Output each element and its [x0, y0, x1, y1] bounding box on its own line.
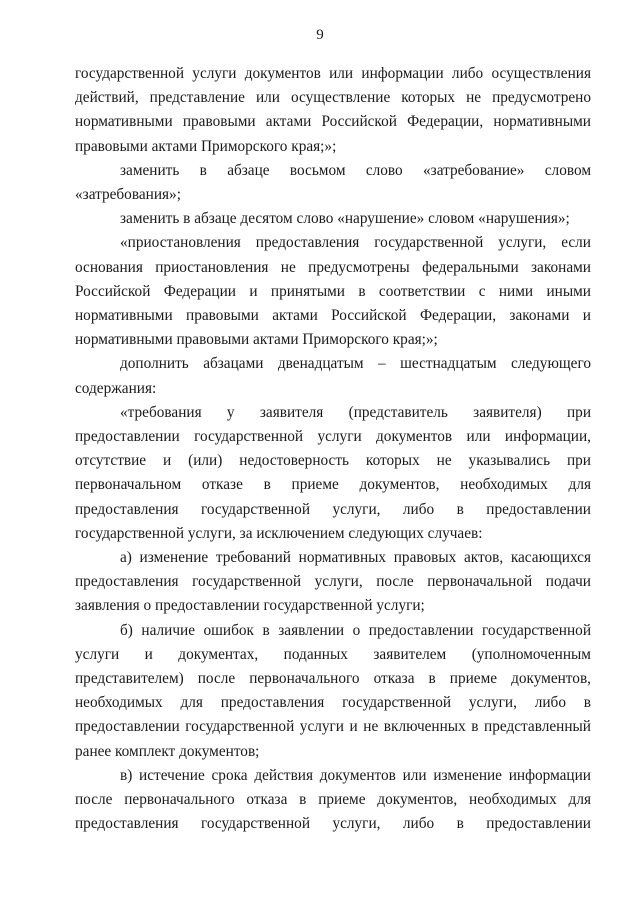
paragraph-supplement: дополнить абзацами двенадцатым – шестнадцатым следующего содержания: — [75, 355, 591, 397]
document-body — [75, 62, 591, 837]
page-number: 9 — [316, 27, 324, 43]
paragraph-case-b: б) наличие ошибок в заявлении о предоставлении государственной услуги и документах, поданных заявителем (уполномоченным представителем) после первоначального отказа в приеме документов, необходимых для предоставления государственной услуги, либо в предоставлении государственной услуги и не включенных в представленный ранее комплект документов; — [75, 621, 591, 760]
paragraph-case-a: а) изменение требований нормативных правовых актов, касающихся предоставления государственной услуги, после первоначальной подачи заявления о предоставлении государственной услуги; — [75, 549, 591, 615]
paragraph-case-v: в) истечение срока действия документов или изменение информации после первоначального отказа в приеме документов, необходимых для предоставления государственной услуги, либо в предоставлении — [75, 766, 591, 833]
paragraph-continuation: государственной услуги документов или информации либо осуществления действий, представление или осуществление которых не предусмотрено нормативными правовыми актами Российской Федерации, нормативными правовыми актами Приморского края;»; — [75, 65, 591, 155]
paragraph-suspension: «приостановления предоставления государственной услуги, если основания приостановления не предусмотрены федеральными законами Российской Федерации и принятыми в соответствии с ними иными нормативными правовыми актами Российской Федерации, законами и нормативными правовыми актами Приморского края;»; — [75, 234, 591, 349]
paragraph-amend-abzac-10: заменить в абзаце десятом слово «нарушение» словом «нарушения»; — [120, 210, 570, 228]
paragraph-amend-abzac-8: заменить в абзаце восьмом слово «затребование» словом «затребования»; — [75, 161, 591, 204]
paragraph-requirements: «требования у заявителя (представитель заявителя) при предоставлении государственной услуги документов или информации, отсутствие и (или) недостоверность которых не указывались при первоначальном отказе в приеме документов, необходимых для предоставления государственной услуги, либо в предоставлении государственной услуги, за исключением следующих случаев: — [75, 403, 591, 542]
